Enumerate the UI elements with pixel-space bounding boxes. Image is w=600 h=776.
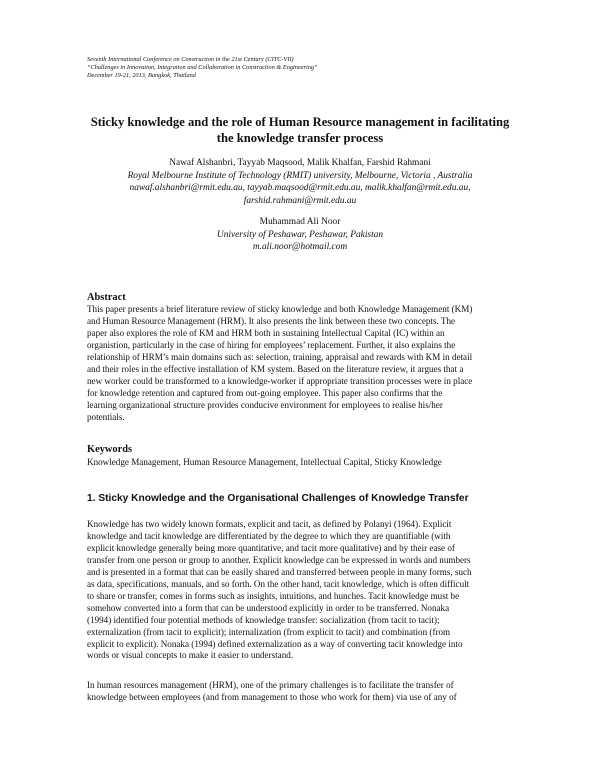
conference-name: Seventh International Conference on Construction in the 21st Century (CITC-VII) xyxy=(87,56,294,63)
author-emails-1-cont: farshid.rahmani@rmit.edu.au xyxy=(243,195,357,206)
title-line-2: the knowledge transfer process xyxy=(216,131,384,145)
abstract-line: and their roles in the effective installation of KM system. Based on the literature review, it argues that a xyxy=(87,363,464,374)
keywords-heading: Keywords xyxy=(87,444,133,455)
body-line: (1994) identified four potential methods of knowledge transfer: socialization (from tacit to tacit); xyxy=(87,614,440,625)
abstract-line: new worker could be transformed to a knowledge-worker if appropriate transition processes were in place xyxy=(87,375,473,386)
abstract-line: learning organizational structure provides conducive environment for employees to realise his/her xyxy=(87,399,443,410)
body-line: knowledge and tacit knowledge are differentiated by the degree to which they are quantifiable (with xyxy=(87,530,451,541)
abstract-line: relationship of HRM’s main domains such as: selection, training, appraisal and rewards with KM in detail xyxy=(87,351,473,362)
affiliation-1: Royal Melbourne Institute of Technology (RMIT) university, Melbourne, Victoria , Australia xyxy=(127,170,473,181)
body-line: In human resources management (HRM), one of the primary challenges is to facilitate the transfer of xyxy=(87,680,454,690)
author-block xyxy=(60,157,540,254)
body-line: explicit to explicit). Nonaka (1994) defined externalization as a way of converting tacit knowledge into xyxy=(87,638,463,649)
abstract-line: This paper presents a brief literature review of sticky knowledge and both Knowledge Management (KM) xyxy=(87,304,473,314)
abstract-heading: Abstract xyxy=(87,292,126,303)
body-line: transfer from one person or group to another. Explicit knowledge can be expressed in words and numbers xyxy=(87,554,471,565)
section-1-paragraph-1 xyxy=(87,519,543,662)
conference-header xyxy=(87,56,318,80)
author-names-2: Muhammad Ali Noor xyxy=(259,217,341,227)
body-line: words or visual concepts to make it easier to understand. xyxy=(87,650,294,661)
body-line: as data, specifications, manuals, and so forth. On the other hand, tacit knowledge, which is often difficult xyxy=(87,578,470,589)
section-1-heading: 1. Sticky Knowledge and the Organisational Challenges of Knowledge Transfer xyxy=(87,493,469,504)
keywords-section xyxy=(87,443,543,468)
affiliation-2: University of Peshawar, Peshawar, Pakistan xyxy=(216,229,384,240)
body-line: Knowledge has two widely known formats, explicit and tacit, as defined by Polanyi (1964). Explicit xyxy=(87,519,452,529)
author-emails-1: nawaf.alshanbri@rmit.edu.au, tayyab.maqsood@rmit.edu.au, malik.khalfan@rmit.edu.au, xyxy=(129,183,471,193)
abstract-line: for knowledge retention and captured from out-going employee. This paper also confirms that the xyxy=(87,387,443,398)
body-line: somehow converted into a form that can be understood explicitly in order to be transferred. Nonaka xyxy=(87,602,450,613)
conference-theme: “Challenges in Innovation, Integration and Collaboration in Construction & Engineering” xyxy=(87,64,318,71)
abstract-line: paper also explores the role of KM and HRM both in sustaining Intellectual Capital (IC) within an xyxy=(87,327,445,338)
body-line: to share or transfer, comes in forms such as insights, intuitions, and hunches. Tacit knowledge must be xyxy=(87,590,460,601)
section-1-heading-wrap xyxy=(87,492,543,505)
body-line: and is presented in a format that can be easily shared and transferred between people in many forms, such xyxy=(87,566,472,577)
abstract-section xyxy=(87,291,543,424)
conference-date: December 19-21, 2013, Bangkok, Thailand xyxy=(87,72,196,79)
abstract-line: and Human Resource Management (HRM). It also presents the link between these two concepts. The xyxy=(87,315,456,326)
title-line-1: Sticky knowledge and the role of Human Resource management in facilitating xyxy=(90,115,510,129)
paper-title xyxy=(60,114,540,146)
abstract-body xyxy=(87,304,543,424)
body-line: explicit knowledge generally being more quantitative, and tacit more qualitative) and by their ease of xyxy=(87,542,455,553)
author-email-2: m.ali.noor@hotmail.com xyxy=(252,242,348,252)
keywords-list: Knowledge Management, Human Resource Management, Intellectual Capital, Sticky Knowledge xyxy=(87,457,442,467)
abstract-line: potentials. xyxy=(87,411,125,422)
body-line: knowledge between employees (and from management to those who work for them) via use of any of xyxy=(87,691,457,702)
section-1-paragraph-2 xyxy=(87,680,543,704)
body-line: externalization (from tacit to explicit); internalization (from explicit to tacit) and combination (from xyxy=(87,626,451,637)
author-names-1: Nawaf Alshanbri, Tayyab Maqsood, Malik Khalfan, Farshid Rahmani xyxy=(169,158,431,168)
abstract-line: organistion, particularly in the case of hiring for employees’ replacement. Further, it also explains the xyxy=(87,339,456,350)
